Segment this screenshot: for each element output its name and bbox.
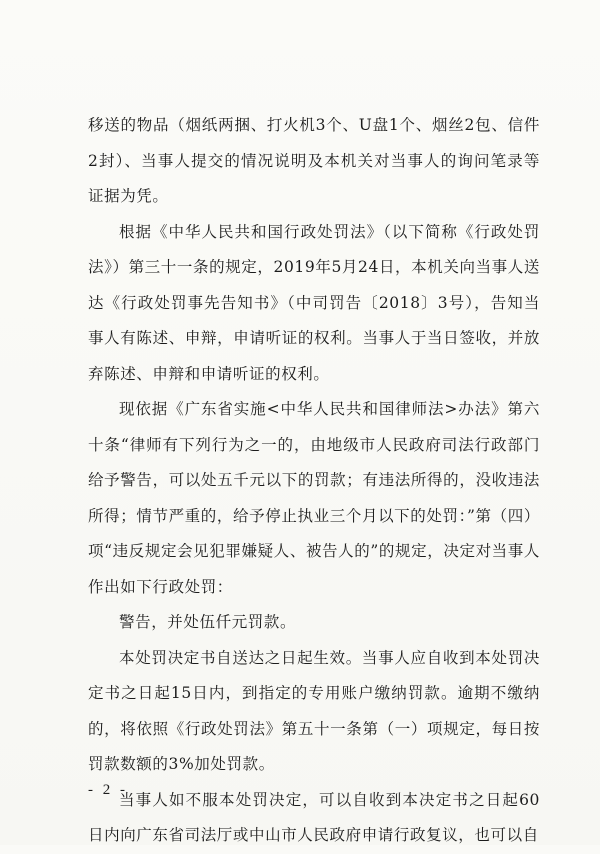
paragraph-effect-payment: 本处罚决定书自送达之日起生效。当事人应自收到本处罚决定书之日起15日内，到指定的专用账户缴纳罚款。逾期不缴纳的，将依照《行政处罚法》第五十一条第（一）项规定，每日按罚款数额的3%加处罚款。 (88, 648, 540, 773)
paragraph-evidence: 移送的物品（烟纸两捆、打火机3个、U盘1个、烟丝2包、信件2封）、当事人提交的情况说明及本机关对当事人的询问笔录等证据为凭。 (88, 116, 540, 205)
paragraph-appeal-rights: 当事人如不服本处罚决定，可以自收到本决定书之日起60日内向广东省司法厅或中山市人民政府申请行政复议，也可以自 (88, 790, 540, 844)
paragraph-penalty: 警告，并处伍仟元罚款。 (119, 613, 297, 631)
page-number: - 2 - (88, 782, 128, 798)
document-body (88, 108, 540, 854)
paragraph-legal-basis-notice: 根据《中华人民共和国行政处罚法》（以下简称《行政处罚法》）第三十一条的规定，2019年5月24日，本机关向当事人送达《行政处罚事先告知书》（中司罚告〔2018〕3号），告知当事人有陈述、申辩，申请听证的权利。当事人于当日签收，并放弃陈述、申辩和申请听证的权利。 (88, 222, 540, 383)
paragraph-decision-basis: 现依据《广东省实施<中华人民共和国律师法>办法》第六十条“律师有下列行为之一的，由地级市人民政府司法行政部门给予警告，可以处五千元以下的罚款；有违法所得的，没收违法所得；情节严重的，给予停止执业三个月以下的处罚：”第（四）项“违反规定会见犯罪嫌疑人、被告人的”的规定，决定对当事人作出如下行政处罚： (88, 400, 540, 596)
